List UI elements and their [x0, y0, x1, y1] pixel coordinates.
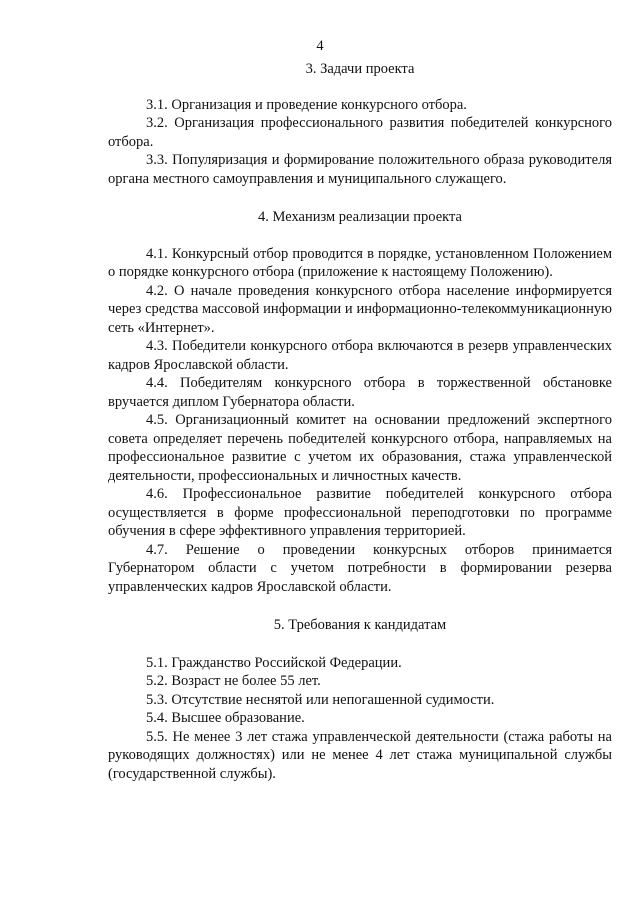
paragraph-5-5: 5.5. Не менее 3 лет стажа управленческой деятельности (стажа работы на руководящих должностях) или не менее 4 лет стажа муниципальной службы (государственной службы). — [108, 728, 612, 782]
paragraph-5-3: 5.3. Отсутствие неснятой или непогашенной судимости. — [146, 691, 495, 708]
section-heading-3: 3. Задачи проекта — [305, 61, 415, 77]
paragraph-4-2: 4.2. О начале проведения конкурсного отбора население информируется через средства массовой информации и информационно-телекоммуникационную сеть «Интернет». — [108, 282, 612, 336]
section-body-5 — [108, 654, 612, 784]
section-heading-5: 5. Требования к кандидатам — [273, 617, 447, 633]
paragraph-3-2: 3.2. Организация профессионального развития победителей конкурсного отбора. — [108, 115, 612, 150]
paragraph-3-1: 3.1. Организация и проведение конкурсного отбора. — [146, 96, 467, 113]
paragraph-3-3: 3.3. Популяризация и формирование положительного образа руководителя органа местного самоуправления и муниципального служащего. — [108, 152, 612, 187]
section-heading-4: 4. Механизм реализации проекта — [258, 209, 462, 225]
paragraph-4-5: 4.5. Организационный комитет на основании предложений экспертного совета определяет перечень победителей конкурсного отбора, направляемых на профессиональное развитие с учетом их образования, стажа управленческой деятельности, профессиональных и личностных качеств. — [108, 412, 612, 484]
paragraph-4-4: 4.4. Победителям конкурсного отбора в торжественной обстановке вручается диплом Губернатора области. — [108, 375, 612, 410]
paragraph-4-3: 4.3. Победители конкурсного отбора включаются в резерв управленческих кадров Ярославской области. — [108, 338, 612, 373]
document-body — [108, 60, 612, 783]
paragraph-5-4: 5.4. Высшее образование. — [146, 710, 305, 726]
paragraph-4-6: 4.6. Профессиональное развитие победителей конкурсного отбора осуществляется в форме профессиональной переподготовки по программе обучения в сфере эффективного управления территорией. — [108, 486, 612, 539]
paragraph-4-1: 4.1. Конкурсный отбор проводится в порядке, установленном Положением о порядке конкурсного отбора (приложение к настоящему Положению). — [108, 245, 612, 280]
section-body-4 — [108, 245, 612, 597]
paragraph-4-7: 4.7. Решение о проведении конкурсных отборов принимается Губернатором области с учетом потребности в формировании резерва управленческих кадров Ярославской области. — [108, 541, 612, 595]
section-body-3 — [108, 96, 612, 189]
paragraph-5-2: 5.2. Возраст не более 55 лет. — [146, 673, 321, 689]
page-number: 4 — [316, 38, 324, 54]
paragraph-5-1: 5.1. Гражданство Российской Федерации. — [146, 654, 402, 671]
